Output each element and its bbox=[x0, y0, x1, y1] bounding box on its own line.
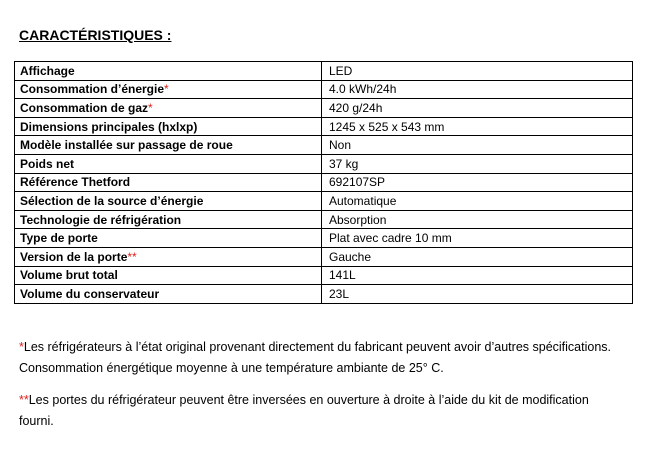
row-value: LED bbox=[322, 62, 633, 81]
row-label-text: Poids net bbox=[20, 156, 75, 171]
table-row bbox=[15, 154, 633, 173]
row-label bbox=[15, 136, 322, 155]
row-value: Non bbox=[322, 136, 633, 155]
row-value: 23L bbox=[322, 285, 633, 304]
row-label-text: Modèle installée sur passage de roue bbox=[20, 138, 233, 153]
table-row bbox=[15, 62, 633, 81]
row-value: Plat avec cadre 10 mm bbox=[322, 229, 633, 248]
page-title: CARACTÉRISTIQUES : bbox=[19, 27, 172, 43]
footnote-marker: * bbox=[148, 100, 153, 115]
row-label-text: Type de porte bbox=[20, 231, 98, 246]
row-value: 1245 x 525 x 543 mm bbox=[322, 117, 633, 136]
row-label-text: Dimensions principales (hxlxp) bbox=[20, 119, 198, 134]
row-value: 4.0 kWh/24h bbox=[322, 80, 633, 99]
table-row bbox=[15, 247, 633, 266]
table-row bbox=[15, 117, 633, 136]
footnote-marker: * bbox=[164, 82, 169, 97]
row-label-text: Affichage bbox=[20, 63, 75, 78]
table-row bbox=[15, 210, 633, 229]
row-label bbox=[15, 154, 322, 173]
table-row bbox=[15, 99, 633, 118]
row-label bbox=[15, 247, 322, 266]
row-label-text: Référence Thetford bbox=[20, 175, 131, 190]
table-row bbox=[15, 285, 633, 304]
table-row bbox=[15, 136, 633, 155]
row-label-text: Volume brut total bbox=[20, 268, 118, 283]
row-value: 692107SP bbox=[322, 173, 633, 192]
row-value: 37 kg bbox=[322, 154, 633, 173]
table-row bbox=[15, 173, 633, 192]
footnote-marker: * bbox=[19, 340, 24, 354]
footnote-marker: ** bbox=[19, 393, 29, 407]
row-label bbox=[15, 266, 322, 285]
row-value: 141L bbox=[322, 266, 633, 285]
row-label-text: Technologie de réfrigération bbox=[20, 212, 182, 227]
footnote-marker: ** bbox=[127, 249, 137, 264]
footnote-1 bbox=[19, 337, 619, 379]
row-label bbox=[15, 285, 322, 304]
row-label-text: Sélection de la source d’énergie bbox=[20, 193, 204, 208]
row-label bbox=[15, 117, 322, 136]
table-row bbox=[15, 266, 633, 285]
row-value: 420 g/24h bbox=[322, 99, 633, 118]
row-value: Gauche bbox=[322, 247, 633, 266]
footnote-text: Les réfrigérateurs à l’état original provenant directement du fabricant peuvent avoir d’autres spécifications. Consommation énergétique moyenne à une température ambiante de 25° C. bbox=[19, 340, 612, 375]
row-label bbox=[15, 62, 322, 81]
row-label bbox=[15, 173, 322, 192]
row-label-text: Volume du conservateur bbox=[20, 286, 160, 301]
footnote-2 bbox=[19, 390, 619, 432]
table-row bbox=[15, 229, 633, 248]
row-label bbox=[15, 192, 322, 211]
table-row bbox=[15, 80, 633, 99]
row-label-text: Consommation de gaz bbox=[20, 100, 149, 115]
row-label bbox=[15, 229, 322, 248]
row-label-text: Version de la porte bbox=[20, 249, 128, 264]
row-label bbox=[15, 210, 322, 229]
row-label bbox=[15, 80, 322, 99]
specifications-table bbox=[14, 61, 633, 304]
row-label bbox=[15, 99, 322, 118]
row-value: Automatique bbox=[322, 192, 633, 211]
row-label-text: Consommation d’énergie bbox=[20, 82, 165, 97]
table-row bbox=[15, 192, 633, 211]
row-value: Absorption bbox=[322, 210, 633, 229]
footnote-text: Les portes du réfrigérateur peuvent être inversées en ouverture à droite à l’aide du kit de modification fourni. bbox=[19, 393, 589, 428]
